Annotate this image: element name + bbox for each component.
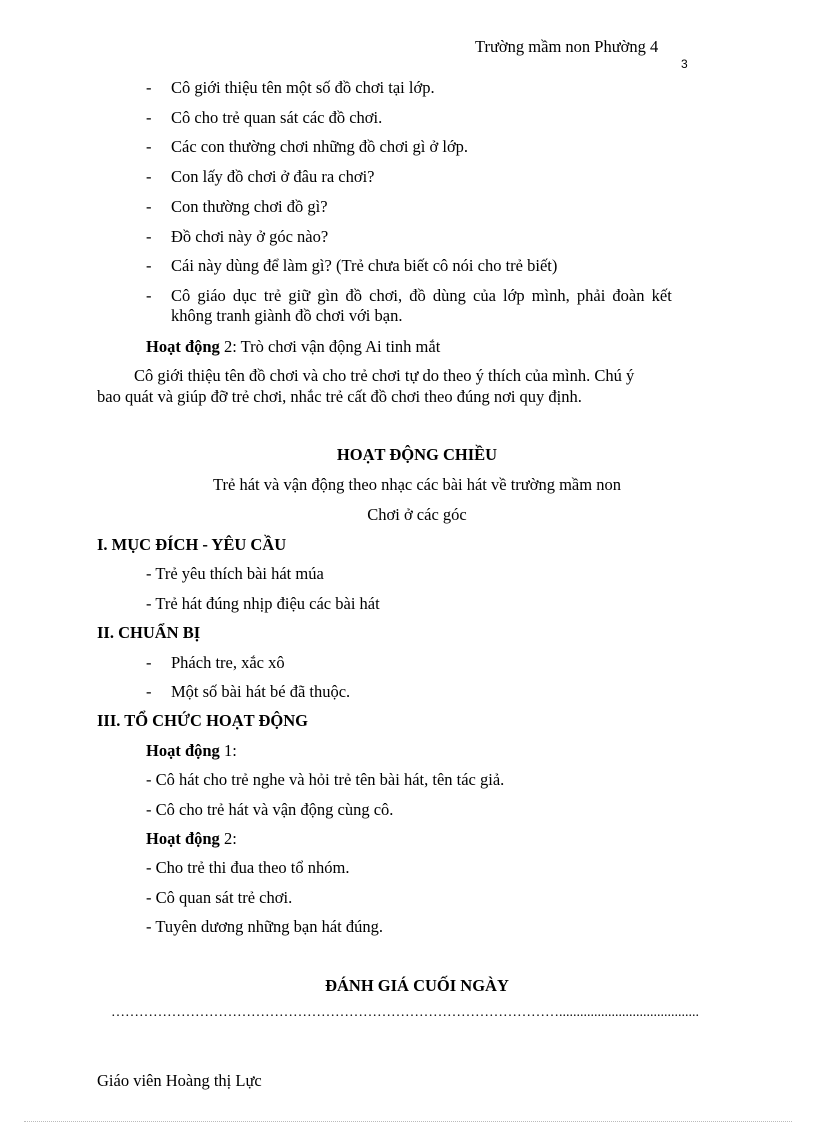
list-item: Cái này dùng để làm gì? (Trẻ chưa biết cô nói cho trẻ biết): [171, 256, 558, 275]
bullet-marker: -: [146, 108, 152, 127]
list-item: Cô giáo dục trẻ giữ gìn đồ chơi, đồ dùng của lớp mình, phải đoàn kết: [171, 286, 672, 305]
bullet-marker: -: [146, 286, 152, 305]
activity-suffix: 1:: [219, 741, 237, 760]
list-item: - Trẻ yêu thích bài hát múa: [146, 564, 324, 583]
section-3-title: III. TỔ CHỨC HOẠT ĐỘNG: [97, 711, 309, 730]
page-number: 3: [681, 57, 688, 71]
bullet-marker: -: [146, 682, 152, 701]
teacher-signature: Giáo viên Hoàng thị Lực: [97, 1071, 262, 1090]
list-item: Cô cho trẻ quan sát các đồ chơi.: [171, 108, 383, 127]
bullet-marker: -: [146, 653, 152, 672]
section-1-title: I. MỤC ĐÍCH - YÊU CẦU: [97, 535, 287, 554]
list-item: Con thường chơi đồ gì?: [171, 197, 328, 216]
evaluation-dotted-line: ……………………………………………………………………………………........................................: [111, 1005, 699, 1020]
evaluation-title: ĐÁNH GIÁ CUỐI NGÀY: [325, 976, 509, 995]
list-item-continuation: không tranh giành đồ chơi với bạn.: [171, 306, 403, 325]
activity-2-heading: [146, 829, 237, 849]
bullet-marker: -: [146, 78, 152, 97]
list-item: Phách tre, xắc xô: [171, 653, 285, 672]
bullet-marker: -: [146, 137, 152, 156]
list-item: - Cho trẻ thi đua theo tổ nhóm.: [146, 858, 350, 877]
afternoon-subtitle: Chơi ở các góc: [367, 505, 467, 524]
activity-1-heading: [146, 741, 237, 761]
list-item: - Trẻ hát đúng nhịp điệu các bài hát: [146, 594, 380, 613]
list-item: Các con thường chơi những đồ chơi gì ở lớp.: [171, 137, 469, 156]
activity-label: Hoạt động: [146, 741, 220, 760]
list-item: - Tuyên dương những bạn hát đúng.: [146, 917, 383, 936]
activity-2-heading: [146, 337, 440, 357]
page-bottom-divider: [24, 1121, 792, 1122]
bullet-marker: -: [146, 256, 152, 275]
activity-suffix: 2:: [219, 829, 237, 848]
list-item: Một số bài hát bé đã thuộc.: [171, 682, 351, 701]
paragraph-line: Cô giới thiệu tên đồ chơi và cho trẻ chơi tự do theo ý thích của mình. Chú ý: [134, 366, 635, 385]
list-item: Con lấy đồ chơi ở đâu ra chơi?: [171, 167, 375, 186]
list-item: Đồ chơi này ở góc nào?: [171, 227, 329, 246]
bullet-marker: -: [146, 197, 152, 216]
afternoon-title: HOẠT ĐỘNG CHIỀU: [336, 445, 498, 464]
activity-text: 2: Trò chơi vận động Ai tinh mắt: [219, 337, 441, 356]
list-item: - Cô cho trẻ hát và vận động cùng cô.: [146, 800, 394, 819]
activity-label: Hoạt động: [146, 829, 220, 848]
bullet-marker: -: [146, 167, 152, 186]
paragraph-line: bao quát và giúp đỡ trẻ chơi, nhắc trẻ cất đồ chơi theo đúng nơi quy định.: [97, 387, 582, 406]
section-2-title: II. CHUẨN BỊ: [97, 623, 201, 642]
activity-label: Hoạt động: [146, 337, 220, 356]
list-item: - Cô quan sát trẻ chơi.: [146, 888, 293, 907]
list-item: - Cô hát cho trẻ nghe và hỏi trẻ tên bài hát, tên tác giả.: [146, 770, 505, 789]
afternoon-subtitle: Trẻ hát và vận động theo nhạc các bài hát về trường mầm non: [213, 475, 621, 494]
school-name-header: Trường mầm non Phường 4: [475, 37, 659, 56]
list-item: Cô giới thiệu tên một số đồ chơi tại lớp.: [171, 78, 435, 97]
bullet-marker: -: [146, 227, 152, 246]
